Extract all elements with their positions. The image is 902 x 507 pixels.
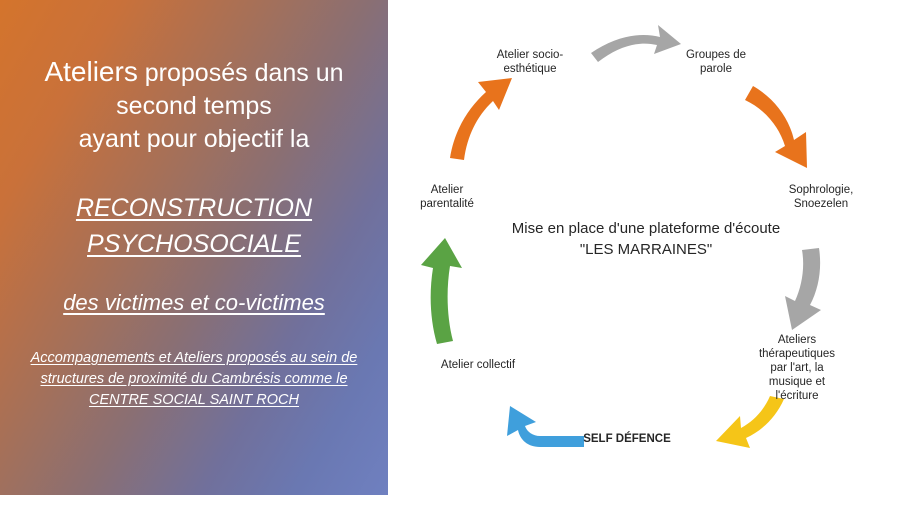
panel-heading-strong: Ateliers — [44, 56, 138, 87]
arrow-parentalite-to-socio — [450, 78, 512, 160]
center-text-line2: "LES MARRAINES" — [579, 241, 713, 258]
node-sophrologie-snoezelen — [776, 183, 866, 211]
panel-heading — [0, 55, 388, 156]
node-label: Atelier socio-esthétique — [496, 49, 564, 75]
panel-title-line2: PSYCHOSOCIALE — [87, 230, 301, 258]
arrow-self-to-collectif — [507, 406, 584, 447]
node-label: SELF DÉFENCE — [583, 433, 671, 445]
diagram-center-text — [454, 218, 838, 260]
panel-heading-rest: proposés dans un second temps — [116, 59, 344, 120]
arrow-sophro-to-therap — [785, 248, 821, 330]
node-label: Atelier collectif — [440, 359, 516, 371]
node-atelier-parentalite — [406, 183, 488, 211]
center-text-line1: Mise en place d'une plateforme d'écoute — [511, 220, 781, 237]
arrow-therap-to-self — [716, 396, 784, 448]
arrow-socio-to-groupes — [591, 25, 681, 62]
node-atelier-collectif — [428, 358, 528, 372]
node-atelier-socio-esthetique — [484, 48, 576, 76]
panel-subtitle: des victimes et co-victimes — [63, 290, 325, 315]
panel-heading-line2: ayant pour objectif la — [78, 125, 310, 153]
node-groupes-de-parole — [676, 48, 756, 76]
node-label: Ateliers thérapeutiques par l'art, la musique et l'écriture — [758, 334, 836, 402]
panel-title — [0, 190, 388, 262]
node-label: Atelier parentalité — [420, 184, 474, 210]
panel-title-line1: RECONSTRUCTION — [75, 194, 313, 222]
left-gradient-panel — [0, 0, 388, 495]
node-label: Sophrologie, Snoezelen — [788, 184, 854, 210]
node-label: Groupes de parole — [685, 49, 747, 75]
node-self-defence — [582, 432, 672, 446]
node-ateliers-therapeutiques — [756, 333, 838, 403]
cycle-diagram — [388, 0, 902, 507]
arrow-groupes-to-sophro — [745, 86, 807, 168]
panel-footnote: Accompagnements et Ateliers proposés au sein de structures de proximité du Cambrésis comme le CENTRE SOCIAL SAINT ROCH — [30, 350, 358, 408]
